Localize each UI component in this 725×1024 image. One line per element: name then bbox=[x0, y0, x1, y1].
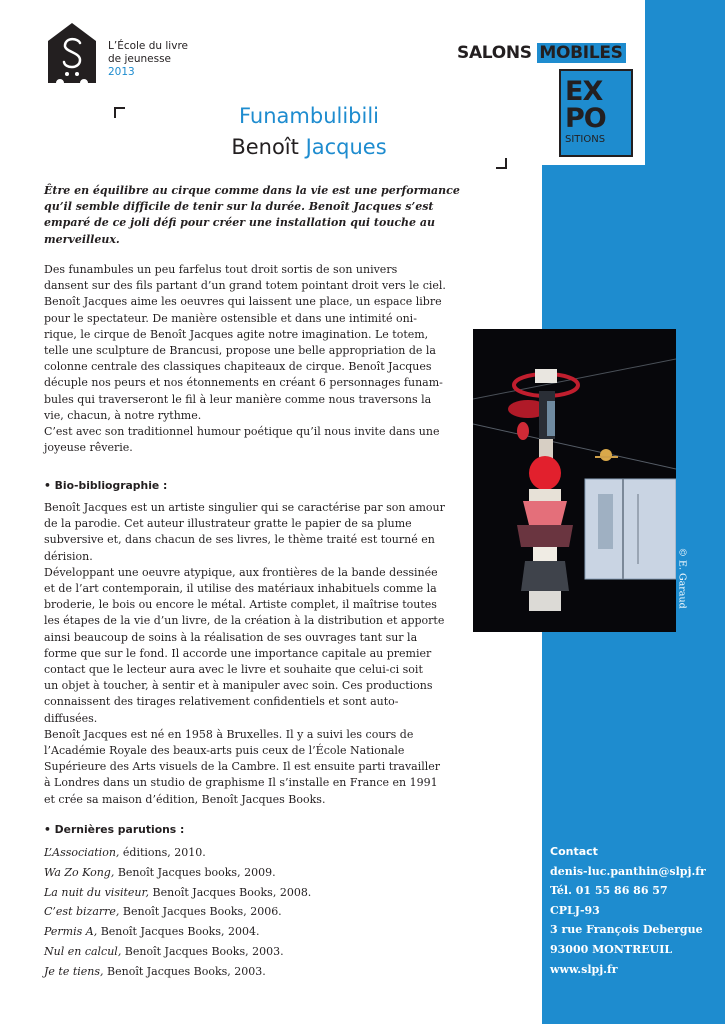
publication-title: La nuit du visiteur, bbox=[44, 885, 150, 899]
publication-title: Permis A, bbox=[44, 925, 98, 939]
text-line: Des funambules un peu farfelus tout droit sortis de son univers bbox=[44, 263, 398, 276]
school-name bbox=[108, 40, 188, 79]
totem-sculpture-image bbox=[473, 329, 676, 632]
text-line: bules qui traverseront le fil à leur manière comme nous traversons la bbox=[44, 392, 432, 406]
school-logo-icon bbox=[44, 19, 100, 89]
text-line: C’est avec son traditionnel humour poétique qu’il nous invite dans une bbox=[44, 425, 440, 439]
text-line: telle une sculpture de Brancusi, propose une belle appropriation de la bbox=[44, 344, 436, 358]
totem-photo bbox=[473, 329, 676, 632]
text-line: décuple nos peurs et nos étonnements en créant 6 personnages funam- bbox=[44, 376, 443, 390]
text-line: à Londres dans un studio de graphisme Il s’installe en France en 1991 bbox=[44, 776, 438, 790]
text-line: Benoît Jacques aime les oeuvres qui laissent une place, un espace libre bbox=[44, 295, 442, 309]
bio-heading: • Bio-bibliographie : bbox=[44, 479, 168, 492]
artist-name bbox=[140, 135, 478, 159]
school-name-line2: de jeunesse bbox=[108, 53, 172, 65]
publication-item bbox=[44, 922, 462, 942]
text-line: connaissent des tirages relativement confidentiels et sont auto- bbox=[44, 695, 399, 709]
publication-item bbox=[44, 843, 462, 863]
publication-title: Wa Zo Kong, bbox=[44, 865, 115, 879]
publication-item bbox=[44, 962, 462, 982]
artist-first-name: Benoît bbox=[231, 135, 299, 159]
publication-details: Benoît Jacques Books, 2006. bbox=[119, 905, 282, 919]
text-line: un objet à toucher, à sentir et à manipuler avec soin. Ces productions bbox=[44, 679, 433, 693]
mobiles-word: MOBILES bbox=[537, 43, 625, 63]
contact-phone: Tél. 01 55 86 86 57 bbox=[550, 884, 668, 898]
publication-title: L’Association, bbox=[44, 846, 120, 859]
description-text bbox=[44, 262, 462, 456]
publications-list bbox=[44, 843, 462, 982]
publication-details: Benoît Jacques Books, 2004. bbox=[97, 925, 260, 939]
publication-item bbox=[44, 902, 462, 922]
publication-details: Benoît Jacques Books, 2008. bbox=[149, 885, 312, 899]
text-line: colonne centrale des classiques chapiteaux de cirque. Benoît Jacques bbox=[44, 360, 432, 374]
publications-heading: • Dernières parutions : bbox=[44, 823, 185, 836]
publication-item bbox=[44, 942, 462, 962]
text-line: diffusées. bbox=[44, 711, 98, 725]
title-corner-mark bbox=[114, 107, 125, 118]
text-line: l’Académie Royale des beaux-arts puis ceux de l’École Nationale bbox=[44, 744, 405, 758]
publication-details: Benoît Jacques Books, 2003. bbox=[121, 944, 284, 958]
text-line: Développant une oeuvre atypique, aux frontières de la bande dessinée bbox=[44, 565, 438, 579]
publication-item bbox=[44, 883, 462, 903]
text-line: rique, le cirque de Benoît Jacques agite notre imagination. Le totem, bbox=[44, 327, 429, 341]
text-line: joyeuse rêverie. bbox=[44, 441, 133, 455]
contact-organization: CPLJ-93 bbox=[550, 903, 600, 917]
text-line: contact que le lecteur aura avec le livre et souhaite que celui-ci soit bbox=[44, 663, 423, 677]
text-line: les étapes de la vie d’un livre, de la création à la distribution et apporte bbox=[44, 614, 445, 628]
text-line: dérision. bbox=[44, 549, 93, 563]
publication-item bbox=[44, 863, 462, 883]
publication-title: Nul en calcul, bbox=[44, 944, 122, 958]
expositions-badge bbox=[559, 69, 633, 157]
text-line: et crée sa maison d’édition, Benoît Jacques Books. bbox=[44, 792, 326, 806]
photo-credit-text: © E. Garaud bbox=[676, 547, 688, 609]
lead-paragraph: Être en équilibre au cirque comme dans la vie est une performance qu’il semble difficile de tenir sur la durée. Benoît Jacques s’est emparé de ce joli défi pour créer une installation qui touche au merveilleux. bbox=[44, 184, 460, 246]
school-year: 2013 bbox=[108, 66, 135, 78]
text-line: et de l’art contemporain, il utilise des matériaux inhabituels comme la bbox=[44, 582, 437, 596]
expo-line1: EX bbox=[565, 76, 603, 107]
exhibition-title: Funambulibili bbox=[238, 104, 380, 128]
text-line: ainsi beaucoup de soins à la réalisation de ses ouvrages tant sur la bbox=[44, 630, 418, 644]
publication-details: éditions, 2010. bbox=[119, 846, 206, 859]
contact-heading: Contact bbox=[550, 845, 598, 858]
contact-website-link[interactable]: www.slpj.fr bbox=[550, 962, 618, 976]
contact-email-link[interactable]: denis-luc.panthin@slpj.fr bbox=[550, 864, 706, 878]
publication-title: Je te tiens, bbox=[44, 964, 104, 978]
publication-title: C’est bizarre, bbox=[44, 905, 120, 919]
expo-line2: PO bbox=[565, 103, 606, 134]
text-line: forme que sur le fond. Il accorde une importance capitale au premier bbox=[44, 646, 432, 660]
title-corner-mark bbox=[496, 158, 507, 169]
photo-credit bbox=[676, 548, 688, 628]
school-name-line1: L’École du livre bbox=[108, 40, 188, 52]
text-line: Supérieure des Arts visuels de la Cambre. Il est ensuite parti travailler bbox=[44, 760, 441, 774]
contact-city: 93000 MONTREUIL bbox=[550, 942, 673, 956]
text-line: de la parodie. Cet auteur illustrateur gratte le papier de sa plume bbox=[44, 517, 412, 531]
contact-block bbox=[550, 842, 720, 979]
text-line: vie, chacun, à notre rythme. bbox=[44, 408, 202, 422]
text-line: subversive et, dans chacun de ses livres, le thème traité est tourné en bbox=[44, 533, 435, 547]
text-line: broderie, le bois ou encore le métal. Artiste complet, il maîtrise toutes bbox=[44, 598, 437, 612]
text-line: pour le spectateur. De manière ostensible et dans une intimité oni- bbox=[44, 311, 417, 325]
text-line: Benoît Jacques est un artiste singulier qui se caractérise par son amour bbox=[44, 501, 445, 514]
publication-details: Benoît Jacques Books, 2003. bbox=[103, 964, 266, 978]
biography-text bbox=[44, 500, 462, 808]
artist-last-name: Jacques bbox=[305, 135, 387, 159]
publication-details: Benoît Jacques books, 2009. bbox=[114, 865, 276, 879]
expo-line3: SITIONS bbox=[565, 134, 606, 145]
salons-mobiles-title bbox=[457, 43, 626, 63]
text-line: Benoît Jacques est né en 1958 à Bruxelles. Il y a suivi les cours de bbox=[44, 727, 414, 741]
contact-street: 3 rue François Debergue bbox=[550, 923, 703, 937]
text-line: dansent sur des fils partant d’un grand totem pointant droit vers le ciel. bbox=[44, 279, 446, 293]
salons-word: SALONS bbox=[457, 43, 532, 63]
